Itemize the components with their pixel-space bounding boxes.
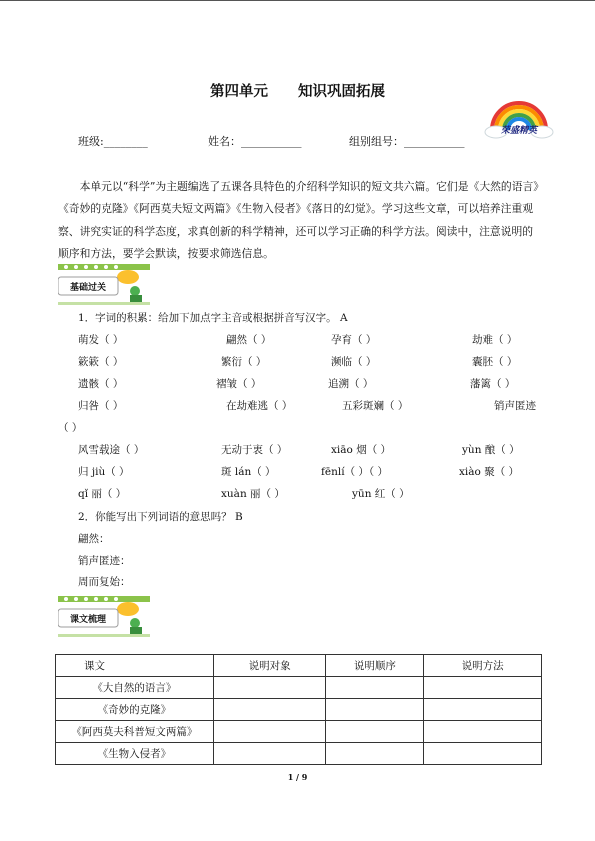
word-row-6	[0, 464, 595, 484]
word-item: yūn 红（ ）	[352, 488, 410, 500]
word-item: 斑 lán（ ）	[221, 466, 276, 478]
word-item: 归咎（ ）	[78, 400, 124, 412]
word-item: qǐ 丽（ ）	[78, 488, 127, 500]
word-item: 萌发（ ）	[78, 334, 124, 346]
question-2: 2．你能写出下列词语的意思吗？ B	[78, 511, 243, 523]
title-sub: 知识巩固拓展	[298, 83, 385, 100]
table-cell[interactable]	[326, 743, 424, 765]
intro-text: 本单元以“科学”为主题编选了五课各具特色的介绍科学知识的短文共六篇。它们是《大然的语言》《奇妙的克隆》《阿西莫夫短文两篇》《生物入侵者》《落日的幻觉》。学习这些文章，可以培养注重观察、讲究实证的科学态度，求真创新的科学精神，还可以学习正确的科学方法。阅读中，注意说明的顺序和方法，要学会默读，按要求筛选信息。	[58, 180, 539, 261]
word-row-4	[0, 398, 595, 418]
table-cell[interactable]	[326, 721, 424, 743]
rainbow-logo	[484, 96, 554, 142]
word-item: 藩篱（ ）	[470, 378, 516, 390]
title-main: 第四单元	[210, 83, 268, 100]
word-item: 簌簌（ ）	[78, 356, 124, 368]
word-item: 归 jiù（ ）	[78, 466, 130, 478]
word-item: 销声匿迹	[494, 400, 536, 412]
word-item: fēnlí（ ）（ ）	[321, 466, 389, 478]
section-basics-label: 基础过关	[69, 283, 107, 293]
logo-text: 荣盛精英	[500, 126, 538, 136]
intro-paragraph	[58, 176, 540, 266]
word-item: 五彩斑斓（ ）	[342, 400, 409, 412]
table-cell[interactable]	[424, 699, 542, 721]
table-cell[interactable]	[326, 699, 424, 721]
section-banner-review	[58, 596, 150, 638]
meaning-prompt: 周而复始：	[78, 576, 131, 588]
group-field[interactable]: 组别组号：___________	[349, 135, 465, 148]
word-item: 孕育（ ）	[331, 334, 377, 346]
table-cell[interactable]	[213, 677, 326, 699]
word-item: 翩然（ ）	[226, 334, 272, 346]
section-banner-basics	[58, 264, 150, 306]
table-row	[56, 743, 542, 765]
header-method: 说明方法	[424, 655, 542, 677]
word-row-2	[0, 354, 595, 374]
word-item: xuàn 丽（ ）	[221, 488, 285, 500]
table-cell[interactable]	[326, 677, 424, 699]
word-item: xiào 聚（ ）	[459, 466, 520, 478]
word-item: （ ）	[58, 422, 83, 434]
table-cell-title: 《生物入侵者》	[56, 743, 214, 765]
course-table	[55, 654, 542, 765]
word-item: yùn 酿（ ）	[462, 444, 520, 456]
header-order: 说明顺序	[326, 655, 424, 677]
table-row	[56, 699, 542, 721]
header-text: 课文	[56, 655, 214, 677]
question-1: 1．字词的积累：给加下加点字主音或根据拼音写汉字。 A	[78, 312, 348, 324]
word-item: 濒临（ ）	[331, 356, 377, 368]
name-field[interactable]: 姓名：___________	[208, 135, 302, 148]
word-item: 无动于衷（ ）	[221, 444, 288, 456]
word-row-5	[0, 442, 595, 462]
table-cell[interactable]	[213, 699, 326, 721]
word-item: 遗骸（ ）	[78, 378, 124, 390]
word-item: xiāo 烟（ ）	[331, 444, 392, 456]
word-row-1	[0, 332, 595, 352]
table-cell-title: 《大自然的语言》	[56, 677, 214, 699]
table-cell[interactable]	[213, 721, 326, 743]
table-cell[interactable]	[213, 743, 326, 765]
word-item: 褶皱（ ）	[216, 378, 262, 390]
class-field[interactable]: 班级:________	[78, 135, 148, 148]
word-item: 繁衍（ ）	[221, 356, 267, 368]
word-item: 囊胚（ ）	[472, 356, 518, 368]
table-cell-title: 《阿西莫夫科普短文两篇》	[56, 721, 214, 743]
word-item: 追溯（ ）	[328, 378, 374, 390]
table-header-row	[56, 655, 542, 677]
table-cell[interactable]	[424, 743, 542, 765]
meaning-prompt: 翩然：	[78, 533, 110, 545]
table-row	[56, 721, 542, 743]
table-row	[56, 677, 542, 699]
word-row-7	[0, 486, 595, 506]
word-item: 风雪载途（ ）	[78, 444, 145, 456]
table-cell-title: 《奇妙的克隆》	[56, 699, 214, 721]
page-number: 1 / 9	[287, 772, 308, 782]
section-review-label: 课文梳理	[69, 615, 107, 625]
word-row-3	[0, 376, 595, 396]
meaning-prompt: 销声匿迹：	[78, 555, 131, 567]
word-item: 在劫难逃（ ）	[226, 400, 293, 412]
table-cell[interactable]	[424, 721, 542, 743]
top-border-line	[0, 0, 595, 1]
table-cell[interactable]	[424, 677, 542, 699]
header-object: 说明对象	[213, 655, 326, 677]
word-row-4-continued	[0, 420, 595, 440]
word-item: 劫难（ ）	[472, 334, 518, 346]
